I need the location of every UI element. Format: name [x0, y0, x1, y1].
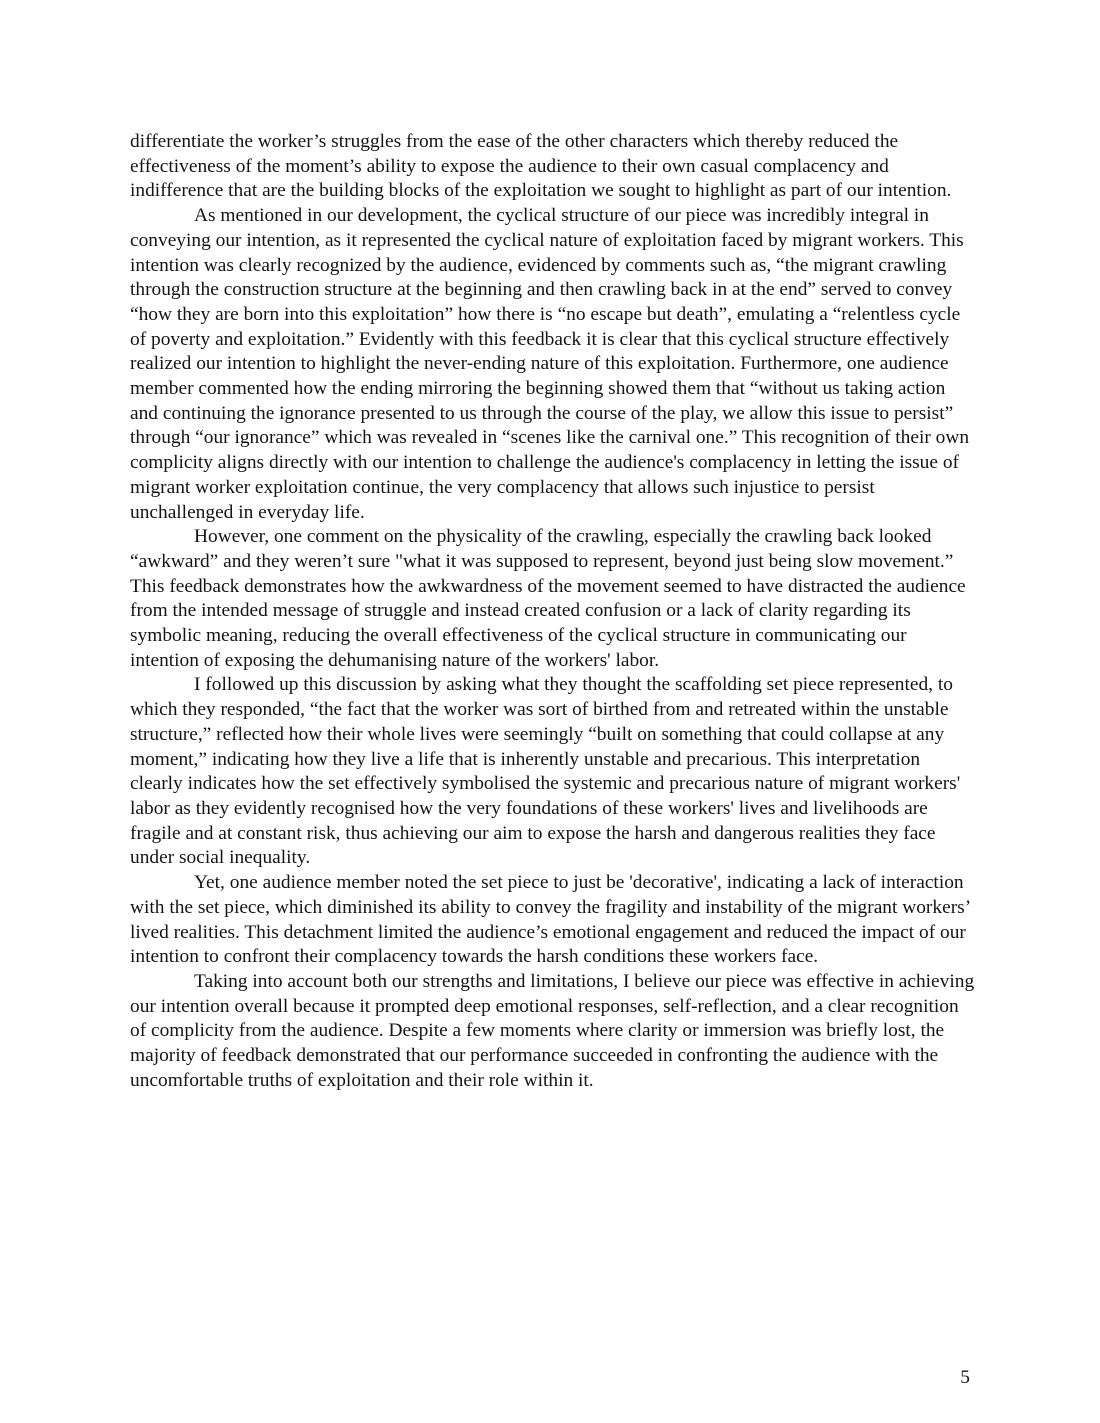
document-body [130, 130, 975, 1093]
paragraph-2: As mentioned in our development, the cyclical structure of our piece was incredibly integral in conveying our intention, as it represented the cyclical nature of exploitation faced by migrant workers. This intention was clearly recognized by the audience, evidenced by comments such as, “the migrant crawling through the construction structure at the beginning and then crawling back in at the end” served to convey “how they are born into this exploitation” how there is “no escape but death”, emulating a “relentless cycle of poverty and exploitation.” Evidently with this feedback it is clear that this cyclical structure effectively realized our intention to highlight the never-ending nature of this exploitation. Furthermore, one audience member commented how the ending mirroring the beginning showed them that “without us taking action and continuing the ignorance presented to us through the course of the play, we allow this issue to persist” through “our ignorance” which was revealed in “scenes like the carnival one.” This recognition of their own complicity aligns directly with our intention to challenge the audience's complacency in letting the issue of migrant worker exploitation continue, the very complacency that allows such injustice to persist unchallenged in everyday life. [130, 205, 970, 523]
paragraph-5: Yet, one audience member noted the set piece to just be 'decorative', indicating a lack of interaction with the set piece, which diminished its ability to convey the fragility and instability of the migrant workers’ lived realities. This detachment limited the audience’s emotional engagement and reduced the impact of our intention to confront their complacency towards the harsh conditions these workers face. [130, 872, 970, 968]
paragraph-3: However, one comment on the physicality of the crawling, especially the crawling back looked “awkward” and they weren’t sure "what it was supposed to represent, beyond just being slow movement.” This feedback demonstrates how the awkwardness of the movement seemed to have distracted the audience from the intended message of struggle and instead created confusion or a lack of clarity regarding its symbolic meaning, reducing the overall effectiveness of the cyclical structure in communicating our intention of exposing the dehumanising nature of the workers' labor. [130, 526, 966, 671]
paragraph-6: Taking into account both our strengths and limitations, I believe our piece was effective in achieving our intention overall because it prompted deep emotional responses, self-reflection, and a clear recognition of complicity from the audience. Despite a few moments where clarity or immersion was briefly lost, the majority of feedback demonstrated that our performance succeeded in confronting the audience with the uncomfortable truths of exploitation and their role within it. [130, 970, 975, 1091]
paragraph-1: differentiate the worker’s struggles from the ease of the other characters which thereby reduced the effectiveness of the moment’s ability to expose the audience to their own casual complacency and indifference that are the building blocks of the exploitation we sought to highlight as part of our intention. [130, 131, 952, 202]
paragraph-4: I followed up this discussion by asking what they thought the scaffolding set piece represented, to which they responded, “the fact that the worker was sort of birthed from and retreated within the unstable structure,” reflected how their whole lives were seemingly “built on something that could collapse at any moment,” indicating how they live a life that is inherently unstable and precarious. This interpretation clearly indicates how the set effectively symbolised the systemic and precarious nature of migrant workers' labor as they evidently recognised how the very foundations of these workers' lives and livelihoods are fragile and at constant risk, thus achieving our aim to expose the harsh and dangerous realities they face under social inequality. [130, 674, 961, 869]
page-number: 5 [960, 1367, 970, 1388]
